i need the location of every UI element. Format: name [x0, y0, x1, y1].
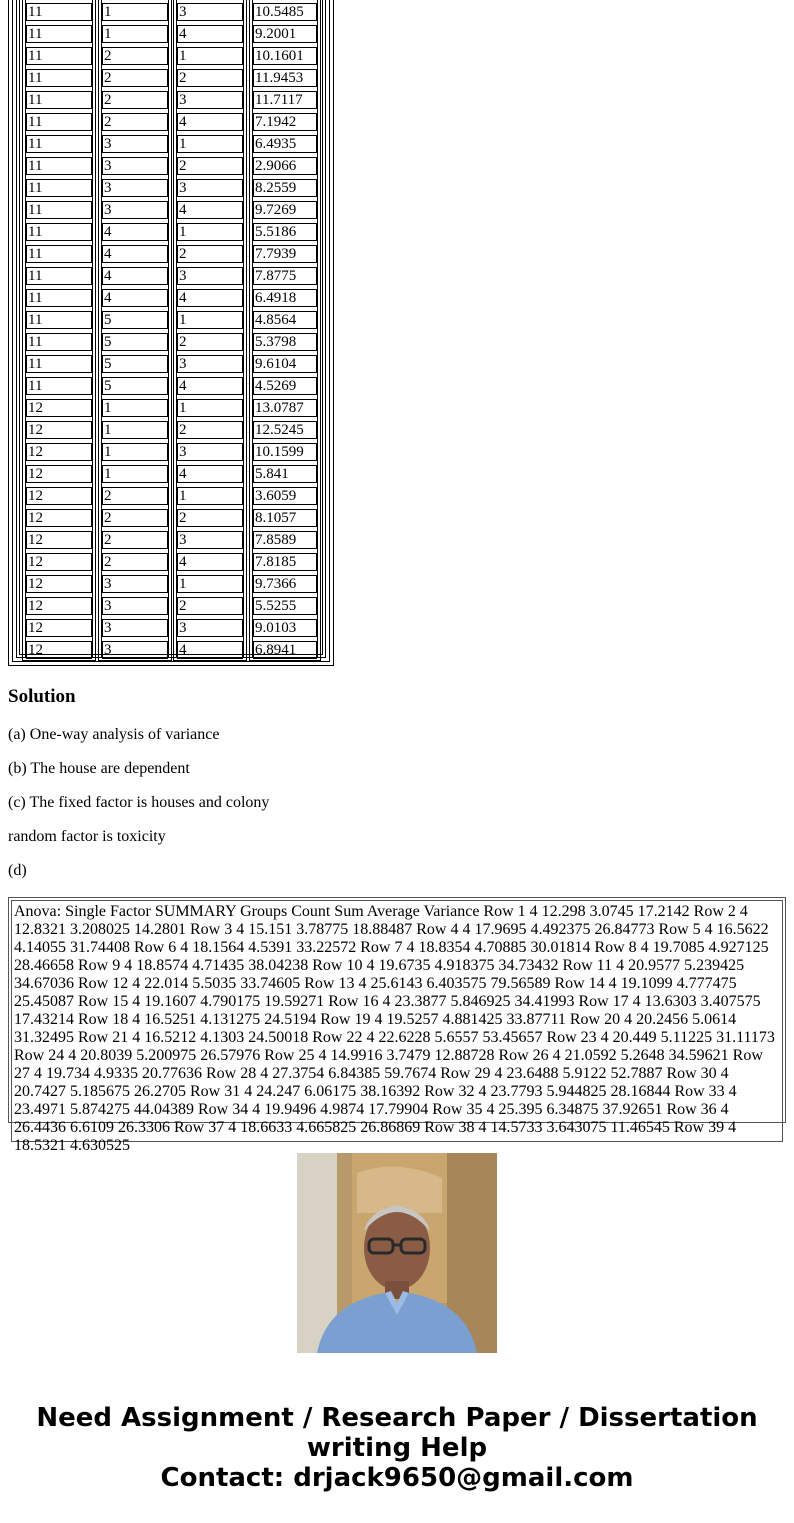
promo-banner: [0, 1403, 794, 1493]
table-cell: 3: [177, 531, 243, 549]
table-cell: 12: [26, 487, 92, 505]
table-cell: 1: [177, 223, 243, 241]
table-cell: 12: [26, 619, 92, 637]
table-cell: 5.5255: [253, 597, 317, 615]
promo-line-1: Need Assignment / Research Paper / Dissertation: [36, 1403, 758, 1433]
table-cell: 11: [26, 355, 92, 373]
table-column-4: [249, 0, 321, 661]
table-cell: 3: [177, 355, 243, 373]
table-cell: 5: [102, 377, 168, 395]
table-cell: 2: [102, 69, 168, 87]
table-cell: 1: [177, 575, 243, 593]
table-cell: 1: [177, 487, 243, 505]
table-cell: 2: [102, 113, 168, 131]
table-cell: 12: [26, 421, 92, 439]
table-cell: 12.5245: [253, 421, 317, 439]
table-cell: 10.5485: [253, 3, 317, 21]
table-cell: 12: [26, 399, 92, 417]
table-cell: 3: [177, 443, 243, 461]
table-cell: 3: [177, 179, 243, 197]
table-cell: 8.2559: [253, 179, 317, 197]
table-cell: 7.8185: [253, 553, 317, 571]
table-cell: 2: [102, 509, 168, 527]
author-avatar: [297, 1153, 497, 1353]
table-cell: 11: [26, 179, 92, 197]
table-cell: 1: [102, 443, 168, 461]
table-cell: 12: [26, 443, 92, 461]
table-cell: 4: [177, 465, 243, 483]
table-cell: 12: [26, 509, 92, 527]
table-cell: 1: [102, 421, 168, 439]
table-cell: 10.1599: [253, 443, 317, 461]
table-cell: 11: [26, 333, 92, 351]
promo-contact: Contact: drjack9650@gmail.com: [160, 1463, 634, 1493]
table-cell: 3: [102, 135, 168, 153]
table-cell: 9.7366: [253, 575, 317, 593]
table-cell: 2: [102, 47, 168, 65]
table-cell: 11.9453: [253, 69, 317, 87]
table-cell: 4: [102, 245, 168, 263]
table-cell: 12: [26, 641, 92, 659]
table-cell: 2: [102, 91, 168, 109]
table-cell: 11: [26, 201, 92, 219]
table-cell: 4: [177, 289, 243, 307]
author-photo-icon: [297, 1153, 497, 1353]
table-cell: 3: [177, 267, 243, 285]
table-cell: 3: [102, 619, 168, 637]
table-cell: 12: [26, 465, 92, 483]
table-cell: 2: [102, 487, 168, 505]
table-cell: 2: [102, 531, 168, 549]
table-cell: 2: [102, 553, 168, 571]
table-cell: 5.841: [253, 465, 317, 483]
answer-b: (b) The house are dependent: [8, 760, 190, 777]
data-table: [8, 0, 334, 666]
table-cell: 6.4918: [253, 289, 317, 307]
table-cell: 13.0787: [253, 399, 317, 417]
table-cell: 6.8941: [253, 641, 317, 659]
answer-c-random-factor: random factor is toxicity: [8, 828, 166, 845]
table-cell: 7.8775: [253, 267, 317, 285]
answer-c: (c) The fixed factor is houses and colony: [8, 794, 270, 811]
table-cell: 11: [26, 69, 92, 87]
table-cell: 4: [102, 289, 168, 307]
table-column-1: [22, 0, 96, 661]
table-cell: 3: [177, 91, 243, 109]
table-cell: 11.7117: [253, 91, 317, 109]
table-cell: 1: [177, 311, 243, 329]
table-cell: 2: [177, 421, 243, 439]
table-cell: 2: [177, 509, 243, 527]
anova-text: Anova: Single Factor SUMMARY Groups Count Sum Average Variance Row 1 4 12.298 3.0745 17.2142 Row 2 4 12.8321 3.208025 14.2801 Row 3 4 15.151 3.78775 18.88487 Row 4 4 17.9695 4.492375 26.84773 Row 5 4 16.5622 4.14055 31.74408 Row 6 4 18.1564 4.5391 33.22572 Row 7 4 18.8354 4.70885 30.01814 Row 8 4 19.7085 4.927125 28.46658 Row 9 4 18.8574 4.71435 38.04238 Row 10 4 19.6735 4.918375 34.73432 Row 11 4 20.9577 5.239425 34.67036 Row 12 4 22.014 5.5035 33.74605 Row 13 4 25.6143 6.403575 79.56589 Row 14 4 19.1099 4.777475 25.45087 Row 15 4 19.1607 4.790175 19.59271 Row 16 4 23.3877 5.846925 34.41993 Row 17 4 13.6303 3.407575 17.43214 Row 18 4 16.5251 4.131275 24.5194 Row 19 4 19.5257 4.881425 33.87711 Row 20 4 20.2456 5.0614 31.32495 Row 21 4 16.5212 4.1303 24.50018 Row 22 4 22.6228 5.6557 53.45657 Row 23 4 20.449 5.11225 31.11173 Row 24 4 20.8039 5.200975 26.57976 Row 25 4 14.9916 3.7479 12.88728 Row 26 4 21.0592 5.2648 34.59621 Row 27 4 19.734 4.9335 20.77636 Row 28 4 27.3754 6.84385 59.7674 Row 29 4 23.6488 5.9122 52.7887 Row 30 4 20.7427 5.185675 26.2705 Row 31 4 24.247 6.06175 38.16392 Row 32 4 23.7793 5.944825 28.16844 Row 33 4 23.4971 5.874275 44.04389 Row 34 4 19.9496 4.9874 17.79904 Row 35 4 25.395 6.34875 37.92651 Row 36 4 26.4436 6.6109 26.3306 Row 37 4 18.6633 4.665825 26.86869 Row 38 4 14.5733 3.643075 11.46545 Row 39 4 18.5321 4.630525: [11, 900, 783, 1142]
table-cell: 11: [26, 113, 92, 131]
table-cell: 3: [102, 157, 168, 175]
table-cell: 11: [26, 157, 92, 175]
table-cell: 9.2001: [253, 25, 317, 43]
table-cell: 3: [102, 597, 168, 615]
table-cell: 4.5269: [253, 377, 317, 395]
table-column-3: [173, 0, 247, 661]
table-cell: 12: [26, 553, 92, 571]
solution-heading: Solution: [8, 686, 76, 707]
table-cell: 2: [177, 333, 243, 351]
table-cell: 5: [102, 333, 168, 351]
table-cell: 12: [26, 597, 92, 615]
table-cell: 11: [26, 267, 92, 285]
table-cell: 1: [102, 25, 168, 43]
table-cell: 11: [26, 245, 92, 263]
table-cell: 7.8589: [253, 531, 317, 549]
table-cell: 2: [177, 157, 243, 175]
table-cell: 11: [26, 311, 92, 329]
table-cell: 4: [102, 267, 168, 285]
table-cell: 11: [26, 223, 92, 241]
table-cell: 2: [177, 245, 243, 263]
table-cell: 2: [177, 597, 243, 615]
table-cell: 9.0103: [253, 619, 317, 637]
table-cell: 5: [102, 311, 168, 329]
table-cell: 5.5186: [253, 223, 317, 241]
table-cell: 7.1942: [253, 113, 317, 131]
table-cell: 3: [102, 641, 168, 659]
table-cell: 3: [102, 201, 168, 219]
table-cell: 3: [102, 575, 168, 593]
table-column-2: [98, 0, 172, 661]
table-cell: 1: [102, 399, 168, 417]
table-cell: 1: [102, 465, 168, 483]
table-cell: 9.7269: [253, 201, 317, 219]
table-cell: 4: [177, 641, 243, 659]
promo-line-2: writing Help: [306, 1433, 488, 1463]
table-cell: 11: [26, 377, 92, 395]
table-cell: 11: [26, 25, 92, 43]
table-cell: 3: [102, 179, 168, 197]
table-cell: 1: [102, 3, 168, 21]
table-cell: 2.9066: [253, 157, 317, 175]
table-cell: 10.1601: [253, 47, 317, 65]
table-cell: 1: [177, 135, 243, 153]
table-cell: 1: [177, 399, 243, 417]
table-cell: 8.1057: [253, 509, 317, 527]
table-cell: 11: [26, 135, 92, 153]
table-cell: 1: [177, 47, 243, 65]
table-cell: 4: [177, 25, 243, 43]
table-cell: 4.8564: [253, 311, 317, 329]
table-cell: 4: [177, 553, 243, 571]
table-cell: 5.3798: [253, 333, 317, 351]
answer-d: (d): [8, 862, 27, 879]
table-cell: 6.4935: [253, 135, 317, 153]
table-cell: 11: [26, 289, 92, 307]
table-cell: 11: [26, 91, 92, 109]
table-cell: 3.6059: [253, 487, 317, 505]
table-cell: 4: [177, 201, 243, 219]
table-cell: 12: [26, 531, 92, 549]
anova-output-box: [8, 897, 786, 1154]
table-cell: 4: [177, 113, 243, 131]
table-cell: 7.7939: [253, 245, 317, 263]
table-cell: 5: [102, 355, 168, 373]
answer-a: (a) One-way analysis of variance: [8, 726, 220, 743]
table-cell: 3: [177, 3, 243, 21]
table-cell: 11: [26, 3, 92, 21]
table-cell: 4: [102, 223, 168, 241]
table-cell: 11: [26, 47, 92, 65]
table-cell: 12: [26, 575, 92, 593]
table-cell: 2: [177, 69, 243, 87]
table-cell: 9.6104: [253, 355, 317, 373]
table-cell: 3: [177, 619, 243, 637]
table-cell: 4: [177, 377, 243, 395]
